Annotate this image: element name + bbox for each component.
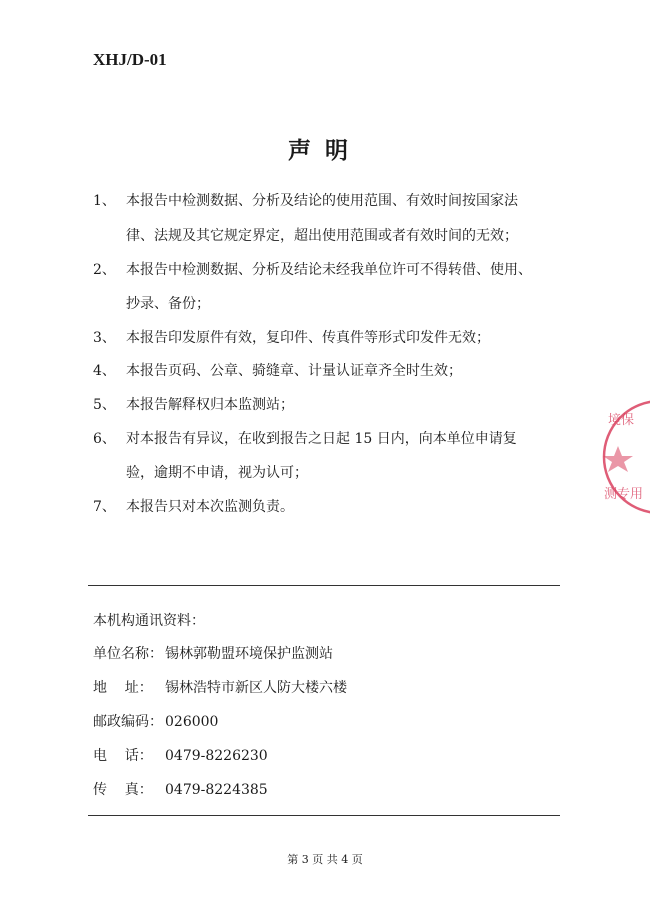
seal-text-top: 境保 (608, 413, 635, 428)
item-text: 本报告中检测数据、分析及结论的使用范围、有效时间按国家法 (126, 193, 518, 209)
contact-phone-row (93, 745, 268, 765)
item-number: 7、 (93, 499, 116, 515)
page-title: 声明 (288, 137, 362, 164)
contact-heading: 本机构通讯资料： (93, 613, 205, 629)
item-text: 本报告页码、公章、骑缝章、计量认证章齐全时生效； (126, 363, 462, 379)
contact-unit-row (93, 643, 333, 663)
item-number: 5、 (93, 397, 116, 413)
contact-address-row (93, 677, 347, 697)
document-code: XHJ/D-01 (93, 50, 167, 69)
postcode-label: 邮政编码： (93, 714, 163, 730)
address-value: 锡林浩特市新区人防大楼六楼 (165, 680, 347, 696)
seal-star-icon (603, 446, 633, 472)
contact-postcode-row (93, 711, 218, 731)
item-text: 本报告解释权归本监测站； (126, 397, 294, 413)
item-number: 3、 (93, 330, 116, 346)
item-number: 2、 (93, 262, 116, 278)
address-label: 地 址： (93, 680, 153, 696)
item-text: 对本报告有异议，在收到报告之日起 15 日内，向本单位申请复 (126, 431, 517, 447)
page-number: 第 3 页 共 4 页 (287, 853, 363, 866)
divider-bottom (88, 815, 560, 816)
item-text: 验，逾期不申请，视为认可； (126, 465, 308, 481)
fax-value: 0479-8224385 (165, 782, 268, 798)
unit-label: 单位名称： (93, 646, 163, 662)
fax-label: 传 真： (93, 782, 153, 798)
seal-text-bottom: 测专用 (604, 487, 644, 502)
postcode-value: 026000 (165, 714, 219, 730)
item-number: 4、 (93, 363, 116, 379)
phone-label: 电 话： (93, 748, 153, 764)
item-number: 6、 (93, 431, 116, 447)
item-text: 本报告中检测数据、分析及结论未经我单位许可不得转借、使用、 (126, 262, 532, 278)
item-text: 本报告印发原件有效，复印件、传真件等形式印发件无效； (126, 330, 490, 346)
phone-value: 0479-8226230 (165, 748, 268, 764)
divider-top (88, 585, 560, 586)
item-text: 本报告只对本次监测负责。 (126, 499, 294, 515)
item-text: 律、法规及其它规定界定，超出使用范围或者有效时间的无效； (126, 228, 518, 244)
item-text: 抄录、备份； (126, 296, 210, 312)
unit-value: 锡林郭勒盟环境保护监测站 (165, 646, 333, 662)
seal-stamp (598, 398, 650, 516)
item-number: 1、 (93, 193, 116, 209)
contact-fax-row (93, 779, 268, 799)
